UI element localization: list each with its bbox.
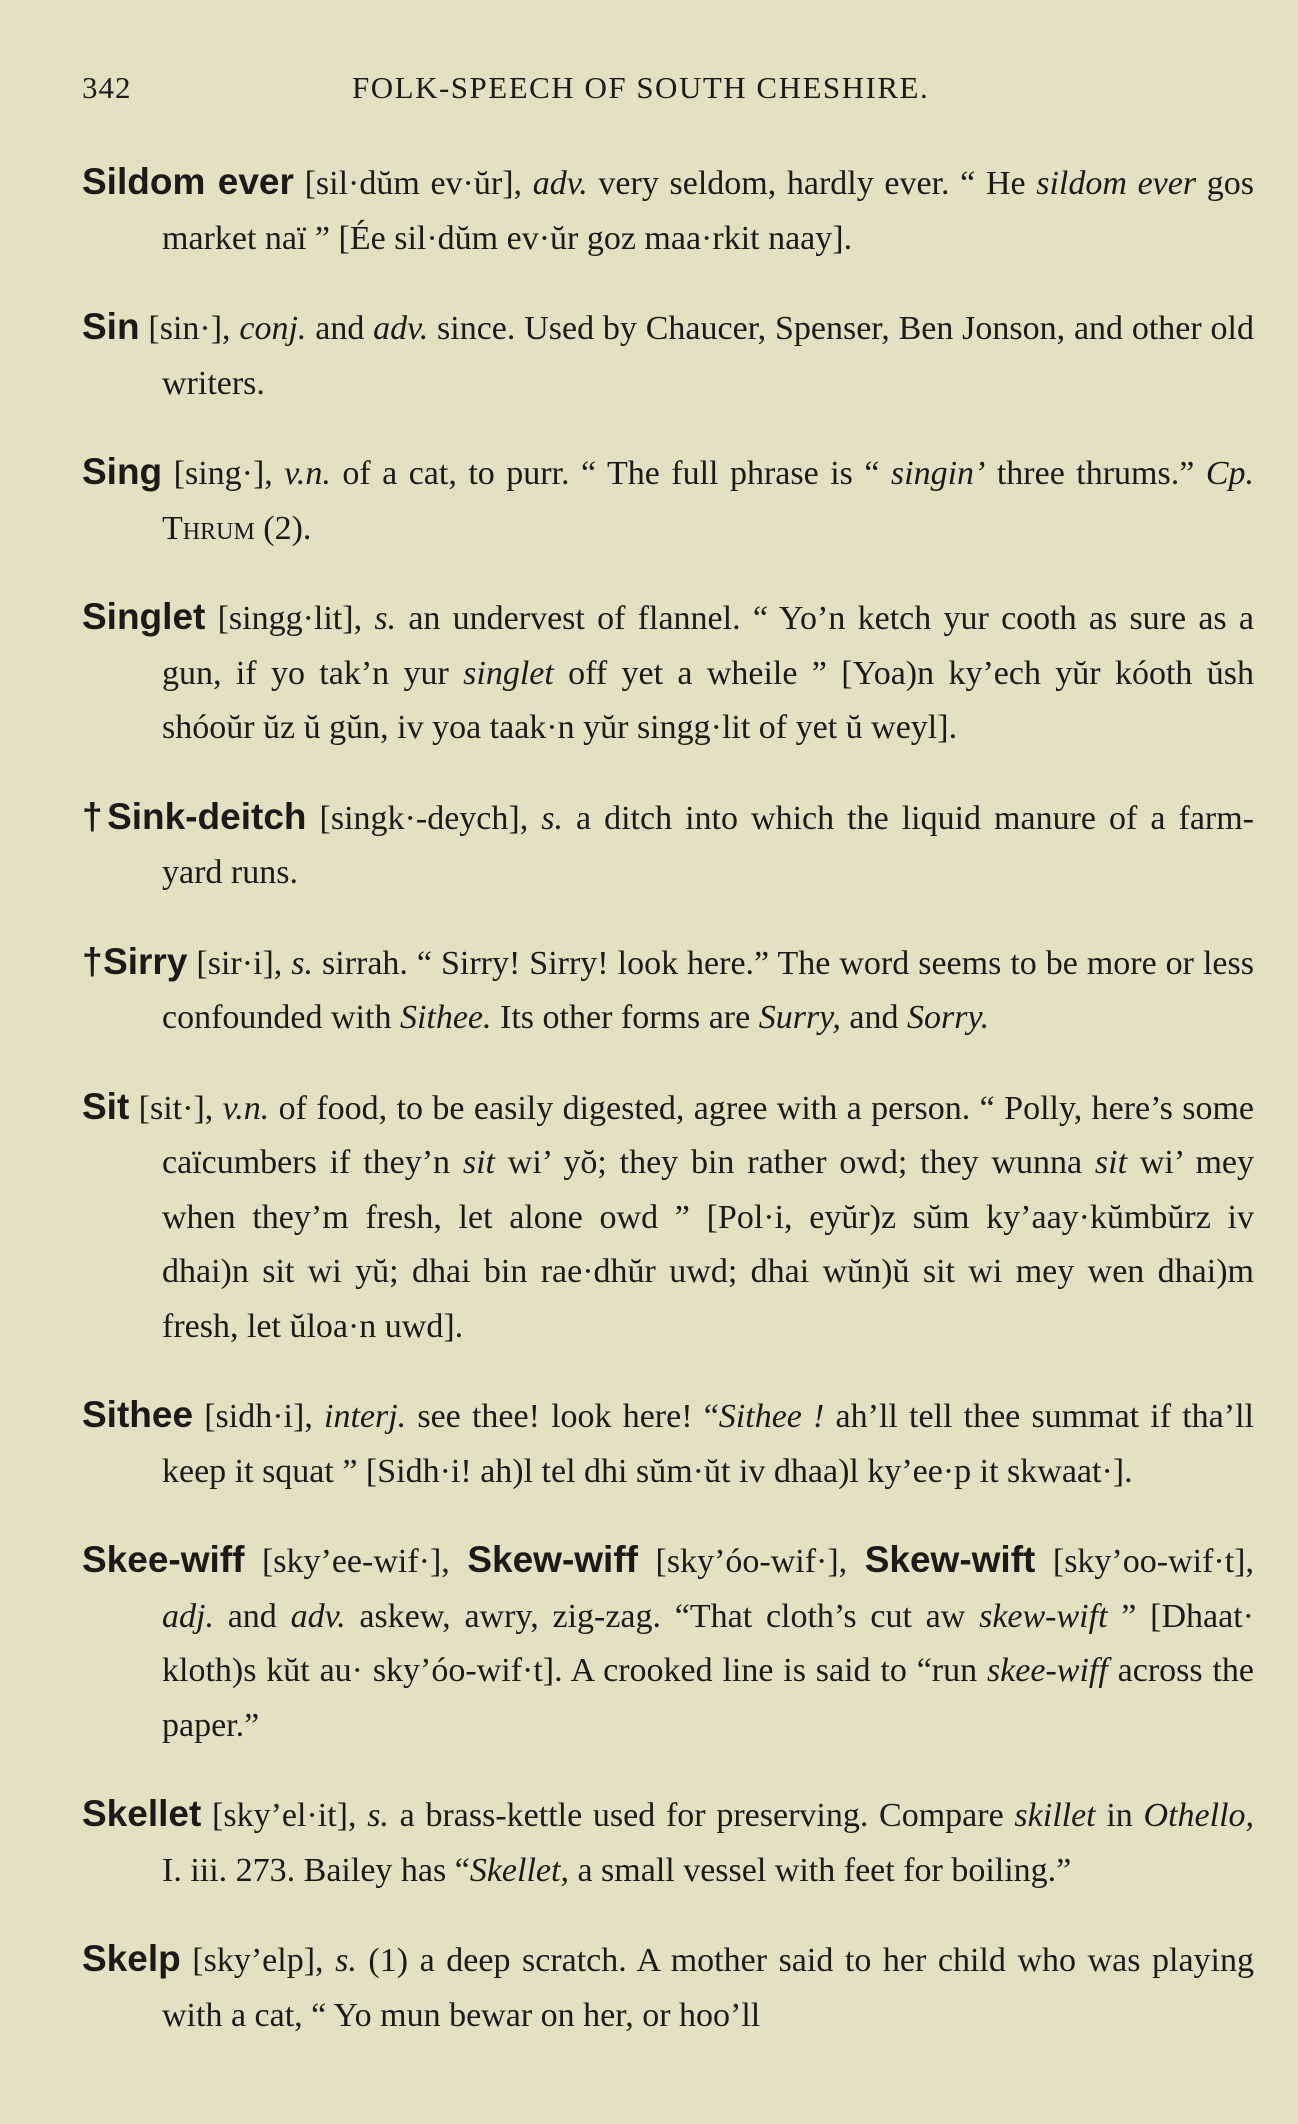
part-of-speech: conj. [239, 310, 307, 347]
dictionary-entries [82, 155, 1254, 2077]
headword: Singlet [82, 596, 206, 637]
example-word: skee-wiff [986, 1652, 1108, 1689]
example-word: singlet [463, 654, 554, 692]
example-word: Sithee. [399, 999, 492, 1036]
page-header [82, 70, 1228, 120]
example-word: Othello, [1143, 1797, 1255, 1834]
part-of-speech: s. [291, 944, 314, 982]
part-of-speech: adj. [162, 1597, 214, 1635]
dictionary-entry-skee-wiff: Skee-wiff [sky’ee-wif·], Skew-wiff [sky’óo-wif·], Skew-wift [sky’oo-wif·t], adj. and adv. askew, awry, zig-zag. “That cloth’s cut aw skew-wift ” [Dhaat· kloth)s kŭt au· sky’óo-wif·t]. A crooked line is said to “run skee-wiff across the paper.” [82, 1539, 1254, 1744]
example-word: sildom ever [1036, 165, 1197, 202]
part-of-speech: v.n. [222, 1089, 270, 1127]
headword: Skellet [82, 1793, 202, 1834]
dictionary-entry-sink-deitch: †Sink-deitch [singk·-deych], s. a ditch into which the liquid manure of a farm-yard runs. [82, 795, 1254, 891]
example-word: sit [462, 1144, 495, 1181]
part-of-speech: adv. [373, 310, 429, 347]
example-word: Sorry. [907, 999, 990, 1036]
dictionary-entry-sing: Sing [sing·], v.n. of a cat, to purr. “ The full phrase is “ singin’ three thrums.” Cp. Thrum (2). [82, 451, 1254, 547]
headword: Skelp [82, 1938, 181, 1979]
example-word: Sithee ! [718, 1398, 825, 1435]
part-of-speech: s. [541, 799, 563, 837]
example-word: skillet [1014, 1797, 1096, 1834]
part-of-speech: adv. [532, 165, 588, 202]
dictionary-entry-sirry: †Sirry [sir·i], s. sirrah. “ Sirry! Sirry! look here.” The word seems to be more or less confounded with Sithee. Its other forms are Surry, and Sorry. [82, 940, 1254, 1036]
example-word: Skellet, [469, 1851, 569, 1889]
dictionary-entry-sildom-ever: Sildom ever [sil·dŭm ev·ŭr], adv. very seldom, hardly ever. “ He sildom ever gos market naï ” [Ée sil·dŭm ev·ŭr goz maa·rkit naay]. [82, 161, 1254, 257]
example-word: singin’ [890, 455, 986, 492]
example-word: sit [1094, 1144, 1128, 1181]
headword: Sithee [82, 1394, 194, 1435]
part-of-speech: v.n. [284, 455, 331, 492]
headword: †Sink-deitch [82, 795, 307, 837]
part-of-speech: adv. [290, 1597, 346, 1635]
page-number: 342 [82, 70, 132, 105]
dictionary-entry-skelp: Skelp [sky’elp], s. (1) a deep scratch. A mother said to her child who was playing with a cat, “ Yo mun bewar on her, or hoo’ll [82, 1938, 1254, 2034]
cross-reference-label: Cp. [1205, 455, 1254, 492]
dictionary-entry-singlet: Singlet [singg·lit], s. an undervest of flannel. “ Yo’n ketch yur cooth as sure as a gun, if yo tak’n yur singlet off yet a wheile ” [Yoa)n ky’ech yŭr kóoth ŭsh shóoŭr ŭz ŭ gŭn, iv yoa taak·n yŭr singg·lit of yet ŭ weyl]. [82, 596, 1255, 746]
headword: Sildom ever [82, 161, 294, 202]
part-of-speech: s. [335, 1942, 357, 1979]
dictionary-entry-sithee: Sithee [sidh·i], interj. see thee! look here! “Sithee ! ah’ll tell thee summat if tha’ll keep it squat ” [Sidh·i! ah)l tel dhi sŭm·ŭt iv dhaa)l ky’ee·p it skwaat·]. [82, 1394, 1254, 1490]
headword: Sing [82, 451, 163, 492]
part-of-speech: s. [374, 600, 397, 637]
cross-reference: Thrum [162, 509, 255, 547]
headword-variant: Skew-wiff [467, 1539, 638, 1580]
running-title: FOLK-SPEECH OF SOUTH CHESHIRE. [352, 70, 930, 105]
headword: Sit [82, 1085, 130, 1127]
dictionary-entry-sit: Sit [sit·], v.n. of food, to be easily digested, agree with a person. “ Polly, here’s some caïcumbers if they’n sit wi’ yŏ; they bin rather owd; they wunna sit wi’ mey when they’m fresh, let alone owd ” [Pol·i, eyŭr)z sŭm ky’aay·kŭmbŭrz iv dhai)n sit wi yŭ; dhai bin rae·dhŭr uwd; dhai wŭn)ŭ sit wi mey wen dhai)m fresh, let ŭloa·n uwd]. [82, 1085, 1254, 1345]
headword: Sin [82, 306, 140, 347]
part-of-speech: s. [367, 1797, 389, 1834]
dictionary-entry-skellet: Skellet [sky’el·it], s. a brass-kettle used for preserving. Compare skillet in Othello, I. iii. 273. Bailey has “Skellet, a small vessel with feet for boiling.” [82, 1793, 1255, 1889]
part-of-speech: interj. [324, 1398, 407, 1435]
example-word: skew-wift [979, 1597, 1108, 1635]
headword: †Sirry [82, 940, 188, 982]
example-word: Surry, [758, 999, 841, 1036]
dictionary-entry-sin: Sin [sin·], conj. and adv. since. Used by Chaucer, Spenser, Ben Jonson, and other old writers. [82, 306, 1254, 402]
headword: Skee-wiff [82, 1539, 245, 1580]
headword-variant: Skew-wift [864, 1539, 1036, 1580]
